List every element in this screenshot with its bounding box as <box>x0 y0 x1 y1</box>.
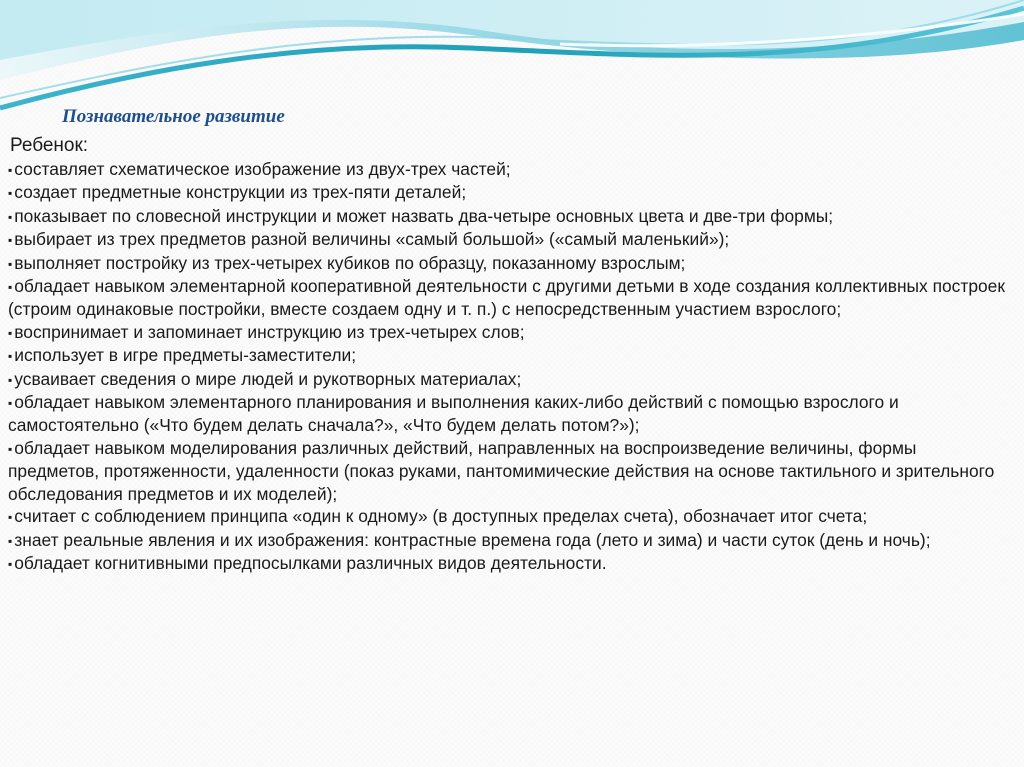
list-item <box>8 437 1008 505</box>
list-item-text: усваивает сведения о мире людей и рукотворных материалах; <box>14 368 522 389</box>
bullet-icon: ▪ <box>8 280 13 295</box>
bullet-icon: ▪ <box>8 349 13 364</box>
decorative-wave-banner <box>0 0 1024 120</box>
list-item <box>8 275 1008 321</box>
list-item-text: составляет схематическое изображение из двух-трех частей; <box>14 159 511 179</box>
list-item <box>8 181 1008 204</box>
list-item-text: обладает когнитивными предпосылками различных видов деятельности. <box>14 552 607 573</box>
list-item-text: воспринимает и запоминает инструкцию из трех-четырех слов; <box>14 321 525 342</box>
list-item-text: выполняет постройку из трех-четырех кубиков по образцу, показанному взрослым; <box>14 252 686 273</box>
bullet-icon: ▪ <box>8 372 13 387</box>
list-item-text: использует в игре предметы-заместители; <box>14 345 357 366</box>
list-item <box>8 344 1008 367</box>
list-item-text: обладает навыком моделирования различных действий, направленных на воспроизведение величины, формы предметов, протяженности, удаленности (показ руками, пантомимические действия на основе тактильного и зрительного обследования предметов и их моделей); <box>8 437 995 504</box>
bullet-icon: ▪ <box>8 233 13 248</box>
list-item <box>8 529 1008 552</box>
skills-list <box>8 158 1008 575</box>
bullet-icon: ▪ <box>8 396 13 411</box>
bullet-icon: ▪ <box>8 510 13 525</box>
list-item <box>8 205 1008 228</box>
section-title: Познавательное развитие <box>62 106 285 127</box>
list-item-text: знает реальные явления и их изображения: контрастные времена года (лето и зима) и части суток (день и ночь); <box>14 529 931 550</box>
list-item-text: создает предметные конструкции из трех-пяти деталей; <box>14 182 467 203</box>
bullet-icon: ▪ <box>8 163 13 177</box>
list-item-text: показывает по словесной инструкции и может назвать два-четыре основных цвета и две-три формы; <box>14 205 834 226</box>
bullet-icon: ▪ <box>8 209 13 224</box>
list-item <box>8 252 1008 275</box>
list-item <box>8 158 1008 181</box>
list-item <box>8 552 1008 575</box>
bullet-icon: ▪ <box>8 441 13 456</box>
list-item <box>8 228 1008 251</box>
bullet-icon: ▪ <box>8 556 13 571</box>
bullet-icon: ▪ <box>8 186 13 201</box>
list-item-text: обладает навыком элементарного планирования и выполнения каких-либо действий с помощью взрослого и самостоятельно («Что будем делать сначала?», «Что будем делать потом?»); <box>8 392 899 436</box>
list-item <box>8 391 1008 437</box>
list-item-text: обладает навыком элементарной кооперативной деятельности с другими детьми в ходе создания коллективных построек (строим одинаковые постройки, вместе создаем одну и т. п.) с непосредственным участием взрослого; <box>8 276 1005 320</box>
list-item <box>8 505 1008 528</box>
bullet-icon: ▪ <box>8 325 13 340</box>
bullet-icon: ▪ <box>8 533 13 548</box>
list-item-text: считает с соблюдением принципа «один к одному» (в доступных пределах счета), обозначает итог счета; <box>14 506 868 527</box>
subject-label: Ребенок: <box>10 135 89 156</box>
list-item <box>8 368 1008 391</box>
list-item-text: выбирает из трех предметов разной величины «самый большой» («самый маленький»); <box>14 229 730 250</box>
bullet-icon: ▪ <box>8 256 13 271</box>
list-item <box>8 321 1008 344</box>
